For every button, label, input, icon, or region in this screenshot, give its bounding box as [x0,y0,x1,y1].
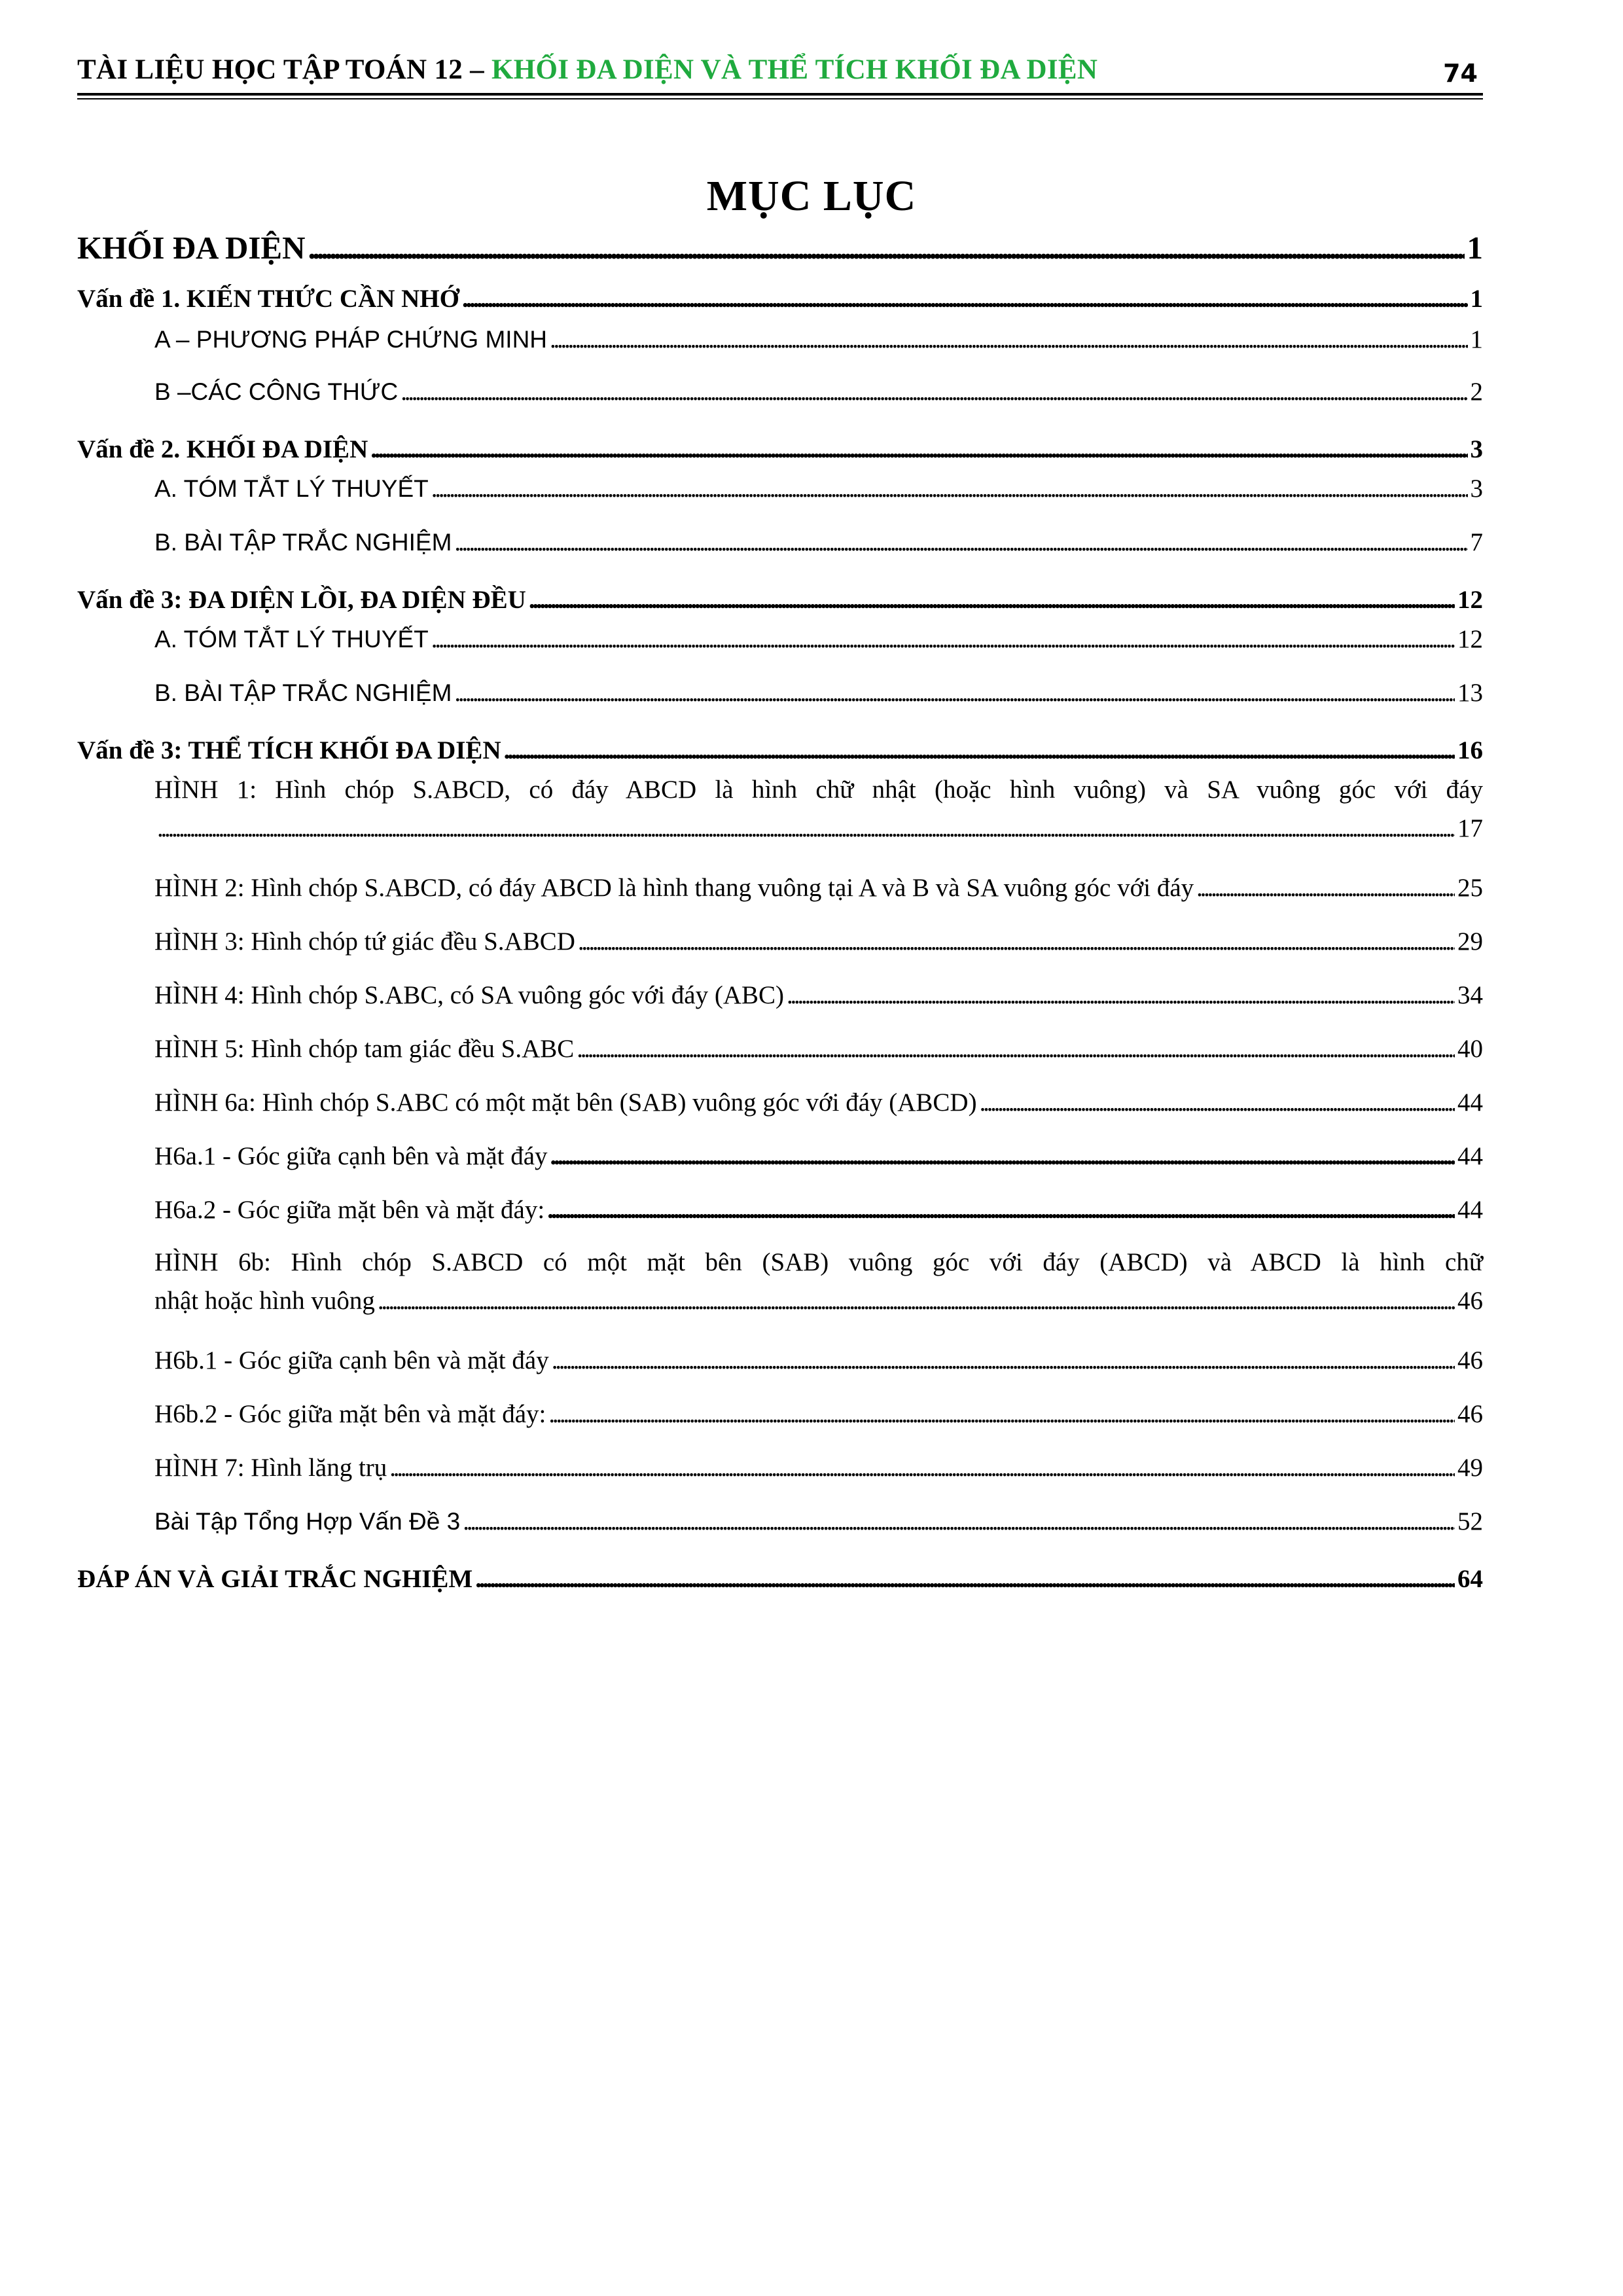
toc-entry-page: 1 [1470,285,1483,313]
toc-entry-label: H6a.2 - Góc giữa mặt bên và mặt đáy: [154,1196,545,1224]
toc-entry-bai-tap-trac-nghiem[interactable] [77,678,1483,708]
toc-entry-label: Bài Tập Tổng Hợp Vấn Đề 3 [154,1508,461,1535]
toc-entry-page: 46 [1457,1346,1483,1374]
toc-entry-cac-cong-thuc[interactable] [77,377,1483,406]
dot-leader [454,528,1467,557]
toc-entry-khoi-da-dien[interactable] [77,229,1483,266]
toc-entry-page: 49 [1457,1454,1483,1482]
toc-entry-label: A. TÓM TẮT LÝ THUYẾT [154,626,429,653]
toc-entry-label: A – PHƯƠNG PHÁP CHỨNG MINH [154,326,548,353]
dot-leader [980,1088,1455,1117]
toc-entry-page: 13 [1457,679,1483,707]
page-header [77,51,1483,97]
toc-entry-hinh-2[interactable] [77,873,1483,903]
toc-entry-tom-tat-ly-thuyet[interactable] [77,624,1483,654]
toc-entry-label: KHỐI ĐA DIỆN [77,230,306,266]
dot-leader [454,678,1455,708]
toc-entry-page: 44 [1457,1088,1483,1117]
toc-entry-label: HÌNH 1: Hình chóp S.ABCD, có đáy ABCD là hình chữ nhật (hoặc hình vuông) và SA vuông góc với đáy [154,776,1483,804]
toc-entry-hinh-6a[interactable] [77,1088,1483,1117]
toc-entry-page: 25 [1457,874,1483,902]
dot-leader [475,1564,1455,1594]
dot-leader [462,284,1468,314]
toc-entry-label: H6b.2 - Góc giữa mặt bên và mặt đáy: [154,1400,546,1428]
dot-leader [1196,873,1455,903]
toc-entry-page: 52 [1457,1507,1483,1535]
toc-entry-page: 12 [1457,586,1483,614]
toc-entry-tom-tat-ly-thuyet[interactable] [77,474,1483,503]
header-rule [77,93,1483,96]
toc-entry-h6b-2[interactable] [77,1399,1483,1429]
toc-entry-h6a-2[interactable] [77,1195,1483,1225]
toc-entry-label: B –CÁC CÔNG THỨC [154,378,399,405]
toc-entry-hinh-4[interactable] [77,980,1483,1010]
toc-entry-page: 64 [1457,1565,1483,1593]
toc-entry-page: 44 [1457,1196,1483,1224]
toc-entry-page: 16 [1457,736,1483,764]
toc-entry-label: B. BÀI TẬP TRẮC NGHIỆM [154,529,452,556]
dot-leader [401,377,1467,406]
toc-entry-label: Vấn đề 3: ĐA DIỆN LỒI, ĐA DIỆN ĐỀU [77,586,526,614]
toc-entry-label: Vấn đề 3: THỂ TÍCH KHỐI ĐA DIỆN [77,736,501,764]
toc-entry-page: 3 [1470,475,1483,503]
dot-leader [157,814,1455,843]
toc-entry-page: 44 [1457,1142,1483,1170]
dot-leader [431,624,1455,654]
toc-entry-label: HÌNH 3: Hình chóp tứ giác đều S.ABCD [154,927,575,956]
toc-entry-page: 7 [1470,528,1483,556]
header-title-chapter: KHỐI ĐA DIỆN VÀ THỂ TÍCH KHỐI ĐA DIỆN [491,54,1098,85]
dot-leader [548,1399,1455,1429]
toc-entry-label: HÌNH 5: Hình chóp tam giác đều S.ABC [154,1035,575,1063]
toc-entry-label: HÌNH 4: Hình chóp S.ABC, có SA vuông góc với đáy (ABC) [154,981,785,1009]
dot-leader [529,585,1455,615]
dot-leader [550,1141,1455,1171]
toc-entry-hinh-6b[interactable] [154,1247,1483,1316]
toc-entry-label: H6a.1 - Góc giữa cạnh bên và mặt đáy [154,1142,548,1170]
toc-entry-hinh-1[interactable] [154,775,1483,843]
toc-entry-h6b-1[interactable] [77,1346,1483,1375]
dot-leader [378,1286,1455,1316]
page-number: 74 [1443,59,1478,88]
toc-entry-bai-tap-tong-hop[interactable] [77,1507,1483,1536]
dot-leader [552,1346,1455,1375]
dot-leader [578,927,1455,956]
toc-entry-label-continued: nhật hoặc hình vuông [154,1287,375,1315]
toc-entry-label: H6b.1 - Góc giữa cạnh bên và mặt đáy [154,1346,549,1374]
toc-entry-label: HÌNH 6a: Hình chóp S.ABC có một mặt bên (SAB) vuông góc với đáy (ABCD) [154,1088,977,1117]
toc-entry-page: 34 [1457,981,1483,1009]
toc-entry-page: 1 [1470,325,1483,353]
dot-leader [550,325,1467,354]
toc-entry-h6a-1[interactable] [77,1141,1483,1171]
toc-entry-hinh-5[interactable] [77,1034,1483,1064]
toc-entry-page: 29 [1457,927,1483,956]
header-rule-thin [77,98,1483,99]
toc-entry-label: Vấn đề 1. KIẾN THỨC CẦN NHỚ [77,285,459,313]
toc-heading: MỤC LỤC [706,172,917,220]
dot-leader [308,229,1465,266]
toc-entry-label: A. TÓM TẮT LÝ THUYẾT [154,475,429,502]
toc-entry-van-de-2[interactable] [77,435,1483,464]
toc-entry-label: Vấn đề 2. KHỐI ĐA DIỆN [77,435,368,463]
toc-entry-van-de-3-da-dien[interactable] [77,585,1483,615]
toc-entry-page: 40 [1457,1035,1483,1063]
toc-entry-van-de-3-the-tich[interactable] [77,736,1483,765]
toc-entry-label: B. BÀI TẬP TRẮC NGHIỆM [154,679,452,706]
header-title [77,54,1097,86]
toc-entry-van-de-1[interactable] [77,284,1483,314]
toc-entry-label: ĐÁP ÁN VÀ GIẢI TRẮC NGHIỆM [77,1565,473,1593]
toc-entry-label: HÌNH 2: Hình chóp S.ABCD, có đáy ABCD là hình thang vuông tại A và B và SA vuông góc với đáy [154,874,1194,902]
toc-entry-bai-tap-trac-nghiem[interactable] [77,528,1483,557]
dot-leader [577,1034,1455,1064]
toc-entry-page: 12 [1457,625,1483,653]
dot-leader [787,980,1455,1010]
toc-entry-page: 46 [1457,1287,1483,1315]
toc-entry-page: 17 [1457,814,1483,842]
toc-entry-dap-an[interactable] [77,1564,1483,1594]
header-title-course: TÀI LIỆU HỌC TẬP TOÁN 12 – [77,54,491,85]
toc-entry-hinh-3[interactable] [77,927,1483,956]
toc-entry-page: 1 [1467,230,1483,266]
dot-leader [370,435,1467,464]
toc-entry-page: 2 [1470,378,1483,406]
toc-entry-page: 3 [1470,435,1483,463]
dot-leader [389,1453,1455,1482]
toc-entry-page: 46 [1457,1400,1483,1428]
dot-leader [463,1507,1455,1536]
toc-entry-label: HÌNH 7: Hình lăng trụ [154,1454,387,1482]
dot-leader [547,1195,1455,1225]
dot-leader [431,474,1468,503]
dot-leader [504,736,1455,765]
toc-entry-label: HÌNH 6b: Hình chóp S.ABCD có một mặt bên (SAB) vuông góc với đáy (ABCD) và ABCD là hình chữ [154,1248,1483,1276]
toc-entry-hinh-7[interactable] [77,1453,1483,1482]
toc-entry-phuong-phap-chung-minh[interactable] [77,325,1483,354]
